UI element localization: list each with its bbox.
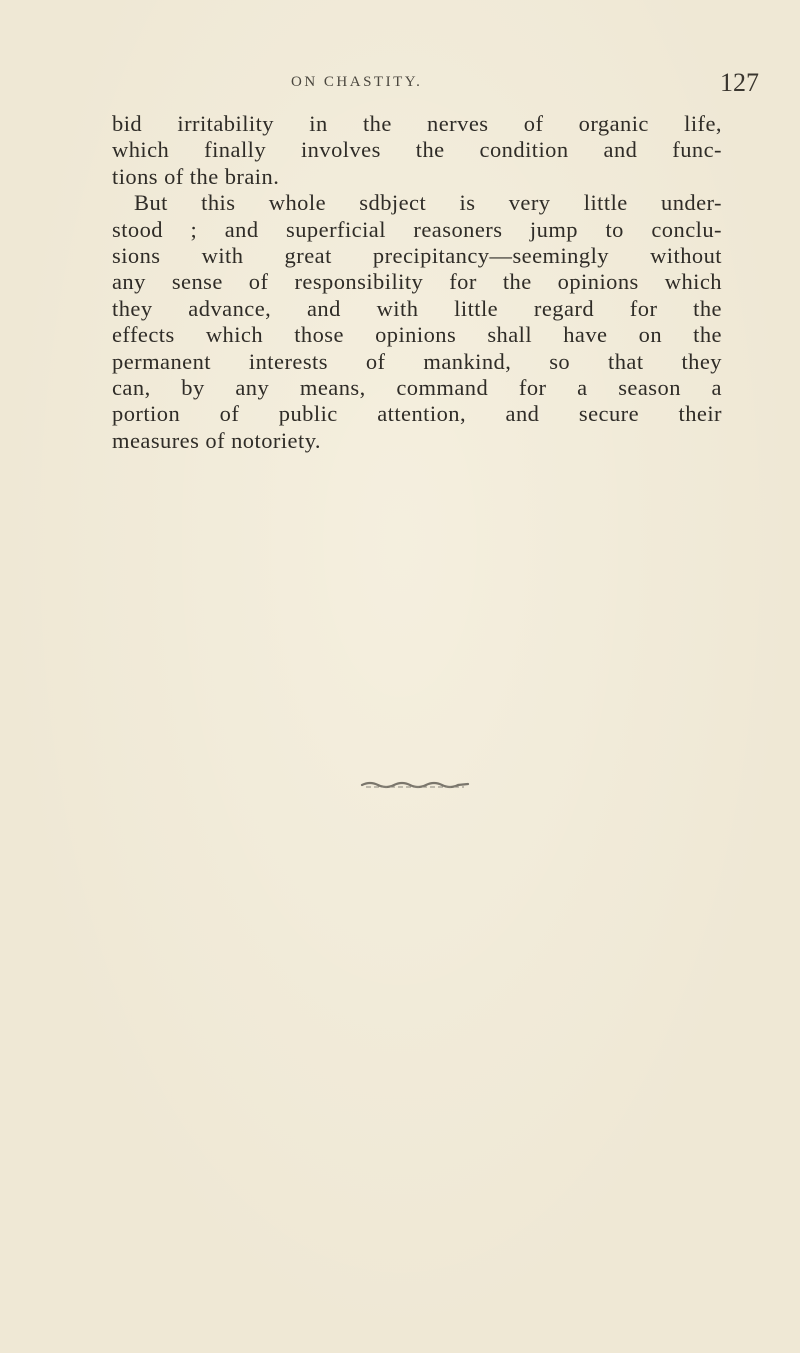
text-line: any sense of responsibility for the opinions which — [112, 269, 722, 295]
text-line: bid irritability in the nerves of organic life, — [112, 111, 722, 136]
text-line: effects which those opinions shall have on the — [112, 322, 722, 348]
text-line: But this whole sdbject is very little under- — [134, 190, 722, 216]
page-number: 127 — [720, 68, 759, 97]
text-line: sions with great precipitancy—seemingly without — [112, 243, 722, 269]
text-line: can, by any means, command for a season a — [112, 375, 722, 401]
text-line: they advance, and with little regard for the — [112, 295, 722, 321]
running-head — [0, 70, 800, 100]
text-line: permanent interests of mankind, so that they — [112, 348, 722, 374]
printer-rule-ornament-icon — [360, 780, 470, 790]
text-line: portion of public attention, and secure their — [112, 401, 722, 427]
running-title: ON CHASTITY. — [291, 74, 423, 90]
text-line: stood ; and superficial reasoners jump to conclu- — [112, 216, 722, 242]
text-line: tions of the brain. — [112, 163, 280, 189]
text-line: measures of notoriety. — [112, 427, 322, 453]
body-text — [112, 111, 722, 454]
text-line: which finally involves the condition and func- — [112, 137, 722, 163]
